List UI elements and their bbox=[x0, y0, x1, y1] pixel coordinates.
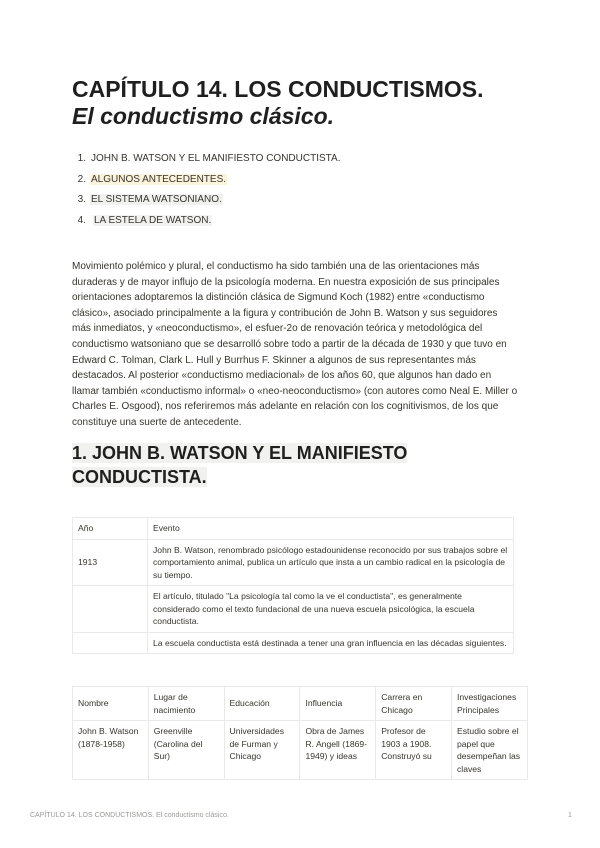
table-cell: 1913 bbox=[73, 539, 148, 586]
table-header-row bbox=[73, 518, 514, 540]
table-row bbox=[73, 539, 514, 586]
table-cell: Estudio sobre el papel que desempeñan las claves bbox=[452, 721, 528, 780]
section-heading-text: 1. JOHN B. WATSON Y EL MANIFIESTO CONDUCTISTA. bbox=[72, 443, 408, 487]
table-cell: Profesor de 1903 a 1908. Construyó su bbox=[376, 721, 452, 780]
section-heading bbox=[72, 441, 492, 489]
table-header-cell: Evento bbox=[148, 518, 514, 540]
chapter-title bbox=[72, 76, 542, 130]
toc-item[interactable] bbox=[72, 152, 341, 166]
table-cell: John B. Watson (1878-1958) bbox=[73, 721, 149, 780]
toc-item-label: JOHN B. WATSON Y EL MANIFIESTO CONDUCTISTA. bbox=[91, 153, 341, 164]
table-row bbox=[73, 632, 514, 654]
toc-item-number: 2. bbox=[77, 173, 86, 185]
table-cell: La escuela conductista está destinada a tener una gran influencia en las décadas siguientes. bbox=[148, 632, 514, 654]
table-header-cell: Educación bbox=[224, 687, 300, 721]
table-cell: Greenville (Carolina del Sur) bbox=[148, 721, 224, 780]
intro-paragraph: Movimiento polémico y plural, el conductismo ha sido también una de las orientaciones más duraderas y de mayor influjo de la psicología moderna. En nuestra exposición de sus principales orientaciones adoptaremos la distinción clásica de Sigmund Koch (1982) entre «conductismo clásico», asociado principalmente a la figura y contribución de John B. Watson y sus seguidores más inmediatos, y «neoconductismo», el esfuer-2o de renovación teórica y metodológica del conductismo watsoniano que se desarrolló sobre todo a partir de la década de 1930 y que tuvo en Edward C. Tolman, Clark L. Hull y Burrhus F. Skinner a algunos de sus representantes más destacados. Al posterior «conductismo mediacional» de los años 60, que algunos han dado en llamar también «conductismo informal» o «neo-neoconductismo» (con autores como Neal E. Miller o Charles E. Osgood), nos referiremos más adelante en relación con los cognitivismos, de los que constituye una suerte de antecedente. bbox=[72, 261, 518, 428]
page-number: 1 bbox=[568, 812, 572, 819]
table-cell: El artículo, titulado "La psicología tal como la ve el conductista", es generalmente considerado como el texto fundacional de una nueva escuela psicológica, la escuela conductista. bbox=[148, 586, 514, 633]
table-cell: John B. Watson, renombrado psicólogo estadounidense reconocido por sus trabajos sobre el comportamiento animal, publica un artículo que insta a un cambio radical en la psicología de su tiempo. bbox=[148, 539, 514, 586]
chapter-title-main: CAPÍTULO 14. LOS CONDUCTISMOS. bbox=[72, 76, 484, 102]
toc-item-label: ALGUNOS ANTECEDENTES. bbox=[91, 173, 227, 185]
events-table bbox=[72, 517, 514, 654]
table-header-cell: Investigaciones Principales bbox=[452, 687, 528, 721]
table-of-contents bbox=[72, 152, 341, 234]
toc-item[interactable] bbox=[72, 193, 341, 207]
table-cell bbox=[73, 632, 148, 654]
table-header-cell: Año bbox=[73, 518, 148, 540]
chapter-subtitle: El conductismo clásico. bbox=[72, 103, 335, 129]
table-cell: Universidades de Furman y Chicago bbox=[224, 721, 300, 780]
profile-table bbox=[72, 686, 528, 780]
toc-item-number: 3. bbox=[77, 194, 86, 205]
table-header-cell: Influencia bbox=[300, 687, 376, 721]
table-header-cell: Nombre bbox=[73, 687, 149, 721]
toc-item-label: EL SISTEMA WATSONIANO. bbox=[91, 194, 222, 205]
toc-item[interactable] bbox=[72, 173, 341, 187]
table-cell bbox=[73, 586, 148, 633]
table-cell: Obra de James R. Angell (1869-1949) y ideas bbox=[300, 721, 376, 780]
page-footer: CAPÍTULO 14. LOS CONDUCTISMOS. El conductismo clásico. bbox=[30, 812, 229, 819]
table-header-cell: Lugar de nacimiento bbox=[148, 687, 224, 721]
toc-item-label: LA ESTELA DE WATSON. bbox=[94, 214, 212, 226]
toc-item-number: 1. bbox=[77, 153, 86, 164]
toc-item[interactable] bbox=[72, 214, 341, 228]
table-row bbox=[73, 586, 514, 633]
table-row bbox=[73, 721, 528, 780]
table-header-cell: Carrera en Chicago bbox=[376, 687, 452, 721]
toc-item-number: 4. bbox=[77, 214, 86, 226]
table-header-row bbox=[73, 687, 528, 721]
